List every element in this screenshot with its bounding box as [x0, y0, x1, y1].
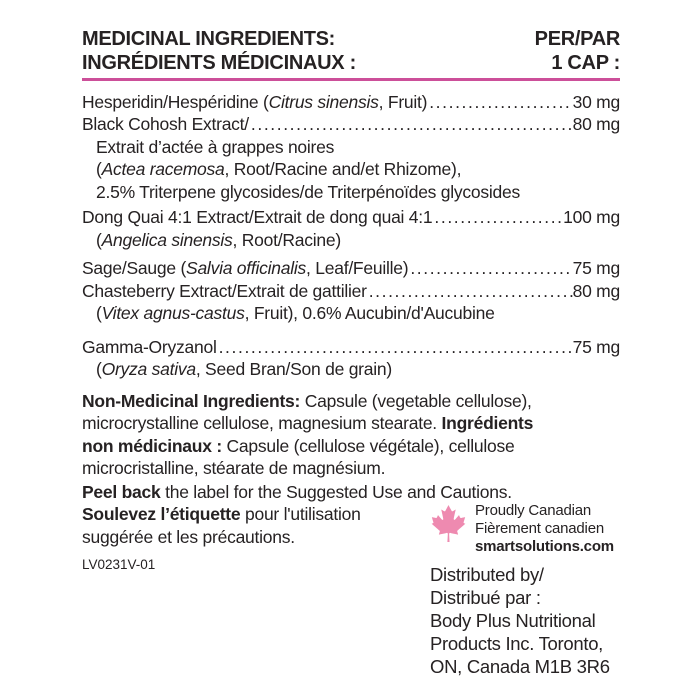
right-column: [430, 502, 680, 678]
ingredient-name: [96, 181, 520, 204]
proudly-canadian-en: Proudly Canadian: [475, 502, 592, 519]
distributor-line: Body Plus Nutritional: [430, 610, 596, 631]
header-title-fr: INGRÉDIENTS MÉDICINAUX :: [82, 52, 356, 74]
ingredient-continuation-line: [82, 181, 620, 204]
ingredient-continuation-line: [82, 158, 620, 181]
non-medicinal-line: [82, 390, 620, 413]
per-cap-unit: 1 CAP :: [551, 52, 620, 74]
text-segment: Capsule (vegetable cellulose),: [300, 390, 532, 411]
non-medicinal-line: [82, 457, 620, 480]
ingredient-line: [82, 336, 620, 359]
maple-leaf-icon: [430, 505, 467, 542]
dot-leader: [217, 336, 573, 359]
text-segment: , Root/Racine and/et Rhizome),: [224, 159, 462, 179]
text-segment: , Fruit), 0.6% Aucubin/d'Aucubine: [244, 303, 495, 323]
text-segment: Dong Quai 4:1 Extract/Extrait de dong quai 4:1: [82, 207, 433, 227]
pink-divider-rule: [82, 78, 620, 81]
distributor-line: Distributed by/: [430, 564, 544, 585]
text-segment: , Root/Racine): [232, 229, 341, 250]
text-segment: Actea racemosa: [101, 159, 225, 179]
header-titles: [82, 27, 356, 75]
ingredient-name: [82, 257, 408, 280]
text-segment: Sage/Sauge (: [82, 258, 187, 278]
distributor-line: Distribué par :: [430, 587, 541, 608]
text-segment: Angelica sinensis: [101, 229, 233, 250]
ingredient-name: [96, 158, 461, 181]
proudly-canadian-text: [475, 502, 614, 556]
ingredient-amount: 75 mg: [572, 258, 620, 278]
ingredient-line: [82, 280, 620, 303]
dot-leader: [249, 113, 573, 136]
text-segment: (: [96, 159, 102, 179]
text-segment: Chasteberry Extract/Extrait de gattilier: [82, 280, 367, 301]
ingredient-name: [96, 229, 341, 252]
lot-code: LV0231V-01: [82, 557, 156, 572]
text-segment: , Leaf/Feuille): [306, 258, 409, 278]
header-title-en: MEDICINAL INGREDIENTS:: [82, 28, 336, 50]
ingredient-name: [96, 136, 334, 159]
text-segment: (: [96, 229, 102, 250]
proudly-canadian-block: [430, 502, 680, 556]
ingredient-name: [82, 280, 367, 303]
header: [82, 27, 620, 75]
text-segment: Citrus sinensis: [268, 91, 379, 112]
text-segment: Extrait d’actée à grappes noires: [96, 136, 335, 157]
proudly-canadian-fr: Fièrement canadien: [475, 520, 604, 537]
ingredient-line: [82, 113, 620, 136]
ingredient-amount: 30 mg: [572, 91, 620, 112]
text-segment: , Fruit): [378, 91, 428, 112]
text-segment: Vitex agnus-castus: [101, 303, 245, 323]
text-segment: Soulevez l’étiquette: [82, 504, 241, 524]
ingredient-name: [82, 91, 427, 114]
text-segment: Salvia officinalis: [186, 258, 307, 278]
distributor-line: ON, Canada M1B 3R6: [430, 656, 610, 677]
dot-leader: [367, 280, 573, 303]
non-medicinal-line: [82, 412, 620, 435]
text-segment: Non-Medicinal Ingredients:: [82, 390, 301, 411]
ingredient-list: [82, 91, 620, 381]
distributor-block: [430, 563, 680, 678]
text-segment: , Seed Bran/Son de grain): [195, 359, 392, 379]
non-medicinal-line: [82, 435, 620, 458]
text-segment: suggérée et les précautions.: [82, 526, 295, 547]
dot-leader: [408, 257, 572, 280]
ingredient-name: [82, 206, 432, 229]
website-text: smartsolutions.com: [475, 538, 614, 555]
ingredient-name: [96, 302, 495, 325]
text-segment: Ingrédients: [441, 413, 534, 433]
ingredient-continuation-line: [82, 302, 620, 325]
header-per-cap: [535, 27, 620, 75]
ingredient-amount: 75 mg: [572, 336, 620, 357]
text-segment: 2.5% Triterpene glycosides/de Triterpénoïdes glycosides: [96, 181, 520, 202]
text-segment: Hesperidin/Hespéridine (: [82, 91, 269, 112]
ingredient-name: [96, 358, 392, 381]
text-segment: non médicinaux :: [82, 435, 222, 456]
text-segment: microcrystalline cellulose, magnesium stearate.: [82, 413, 442, 433]
text-segment: Capsule (cellulose végétale), cellulose: [221, 435, 515, 456]
distributor-line: Products Inc. Toronto,: [430, 633, 604, 654]
text-segment: Oryza sativa: [101, 359, 196, 379]
ingredient-line: [82, 257, 620, 280]
text-segment: Gamma-Oryzanol: [82, 336, 217, 357]
ingredient-name: [82, 336, 217, 359]
dot-leader: [432, 206, 563, 229]
text-segment: (: [96, 303, 102, 323]
per-par-label: PER/PAR: [534, 28, 620, 50]
ingredient-line: [82, 91, 620, 114]
ingredient-line: [82, 206, 620, 229]
peel-back-line: [82, 481, 620, 504]
non-medicinal-section: [82, 390, 620, 480]
text-segment: Black Cohosh Extract/: [82, 114, 249, 134]
text-segment: the label for the Suggested Use and Cautions.: [160, 481, 512, 502]
ingredient-amount: 80 mg: [572, 114, 620, 134]
text-segment: Peel back: [82, 481, 161, 502]
dot-leader: [427, 91, 572, 114]
ingredient-amount: 80 mg: [572, 280, 620, 301]
ingredient-continuation-line: [82, 229, 620, 252]
ingredient-continuation-line: [82, 136, 620, 159]
text-segment: pour l'utilisation: [240, 504, 361, 524]
text-segment: microcristalline, stéarate de magnésium.: [82, 458, 386, 478]
ingredient-continuation-line: [82, 358, 620, 381]
ingredient-amount: 100 mg: [563, 207, 620, 227]
ingredient-name: [82, 113, 249, 136]
text-segment: (: [96, 359, 102, 379]
